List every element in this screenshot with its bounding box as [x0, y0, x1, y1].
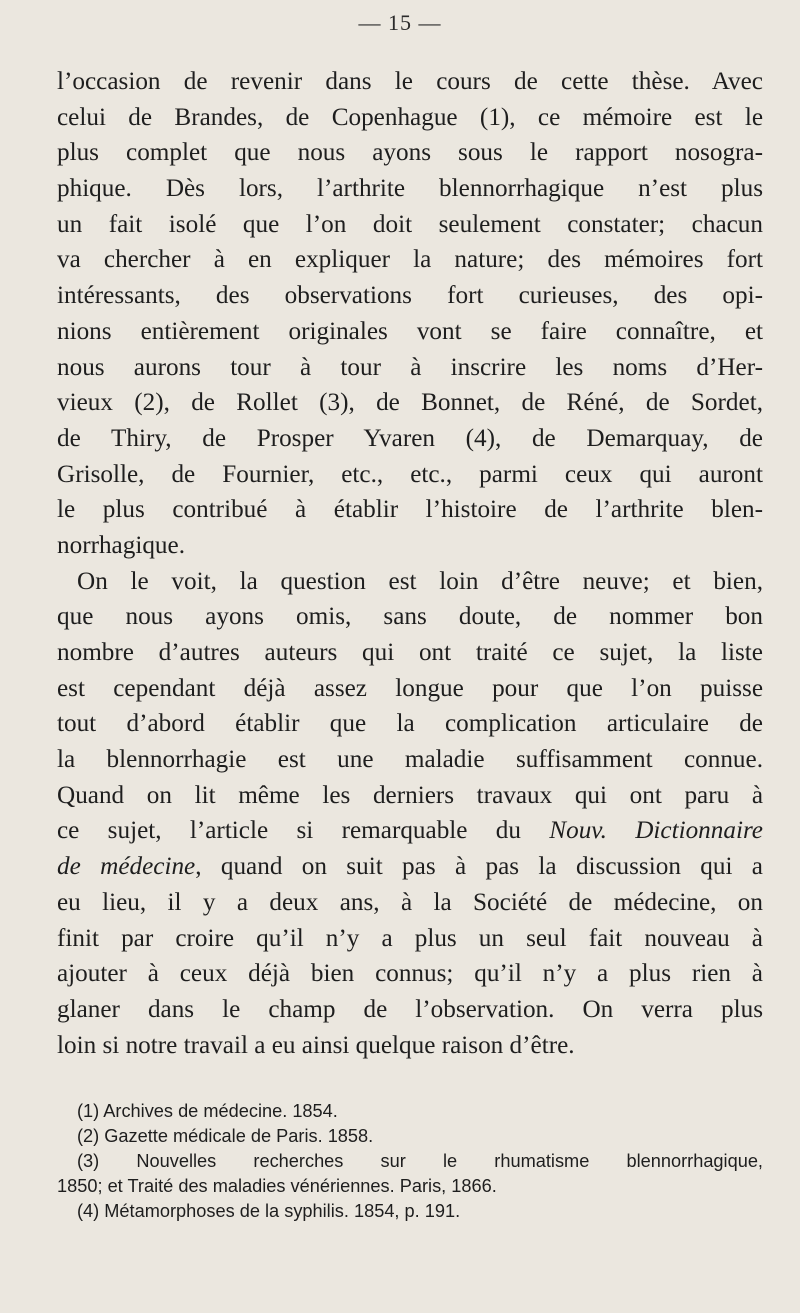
text-line: loin si notre travail a eu ainsi quelque raison d’être.: [57, 1031, 575, 1059]
text-line: celui de Brandes, de Copenhague (1), ce mémoire est le: [57, 103, 763, 131]
text-line: nous aurons tour à tour à inscrire les noms d’Her-: [57, 353, 763, 381]
footnote: (1) Archives de médecine. 1854.: [77, 1101, 338, 1121]
paragraph-start-line: On le voit, la question est loin d’être neuve; et bien,: [77, 567, 763, 595]
text-line: norrhagique.: [57, 531, 185, 559]
text-line: finit par croire qu’il n’y a plus un seul fait nouveau à: [57, 924, 763, 952]
text-line: la blennorrhagie est une maladie suffisamment connue.: [57, 746, 763, 774]
footnote-continuation: 1850; et Traité des maladies vénériennes. Paris, 1866.: [57, 1176, 497, 1196]
footnote: (2) Gazette médicale de Paris. 1858.: [77, 1126, 374, 1146]
text-line: tout d’abord établir que la complication articulaire de: [57, 710, 763, 738]
footnotes: [57, 1099, 763, 1224]
text-line: Quand on lit même les derniers travaux qui ont paru à: [57, 781, 763, 809]
text-line: le plus contribué à établir l’histoire de l’arthrite blen-: [57, 496, 763, 524]
text-line: phique. Dès lors, l’arthrite blennorrhagique n’est plus: [57, 175, 763, 203]
footnote: (4) Métamorphoses de la syphilis. 1854, p. 191.: [77, 1201, 461, 1221]
text-segment: , quand on suit pas à pas la discussion qui a: [195, 853, 763, 881]
text-line: intéressants, des observations fort curieuses, des opi-: [57, 282, 763, 310]
text-line: eu lieu, il y a deux ans, à la Société de médecine, on: [57, 888, 763, 916]
text-line: va chercher à en expliquer la nature; des mémoires fort: [57, 246, 763, 274]
footnote: (3) Nouvelles recherches sur le rhumatisme blennorrhagique,: [77, 1151, 763, 1171]
text-segment: ce sujet, l’article si remarquable du: [57, 817, 550, 845]
text-line: plus complet que nous ayons sous le rapport nosogra-: [57, 139, 763, 167]
text-line: un fait isolé que l’on doit seulement constater; chacun: [57, 210, 763, 238]
text-line: [57, 813, 763, 849]
text-line: que nous ayons omis, sans doute, de nommer bon: [57, 603, 763, 631]
text-line: vieux (2), de Rollet (3), de Bonnet, de Réné, de Sordet,: [57, 389, 763, 417]
italic-citation: de médecine: [57, 853, 196, 881]
page-number-header: — 15 —: [358, 10, 442, 35]
text-line: de Thiry, de Prosper Yvaren (4), de Demarquay, de: [57, 424, 763, 452]
text-line: Grisolle, de Fournier, etc., etc., parmi ceux qui auront: [57, 460, 763, 488]
text-line: nombre d’autres auteurs qui ont traité ce sujet, la liste: [57, 639, 763, 666]
italic-citation: Nouv. Dictionnaire: [549, 817, 763, 845]
text-line: l’occasion de revenir dans le cours de cette thèse. Avec: [57, 68, 763, 95]
text-line: ajouter à ceux déjà bien connus; qu’il n’y a plus rien à: [57, 960, 763, 988]
text-line: glaner dans le champ de l’observation. On verra plus: [57, 995, 763, 1023]
text-line: est cependant déjà assez longue pour que l’on puisse: [57, 674, 763, 702]
text-line: nions entièrement originales vont se faire connaître, et: [57, 317, 763, 345]
text-line: [57, 849, 763, 885]
body-text: [57, 64, 763, 1063]
